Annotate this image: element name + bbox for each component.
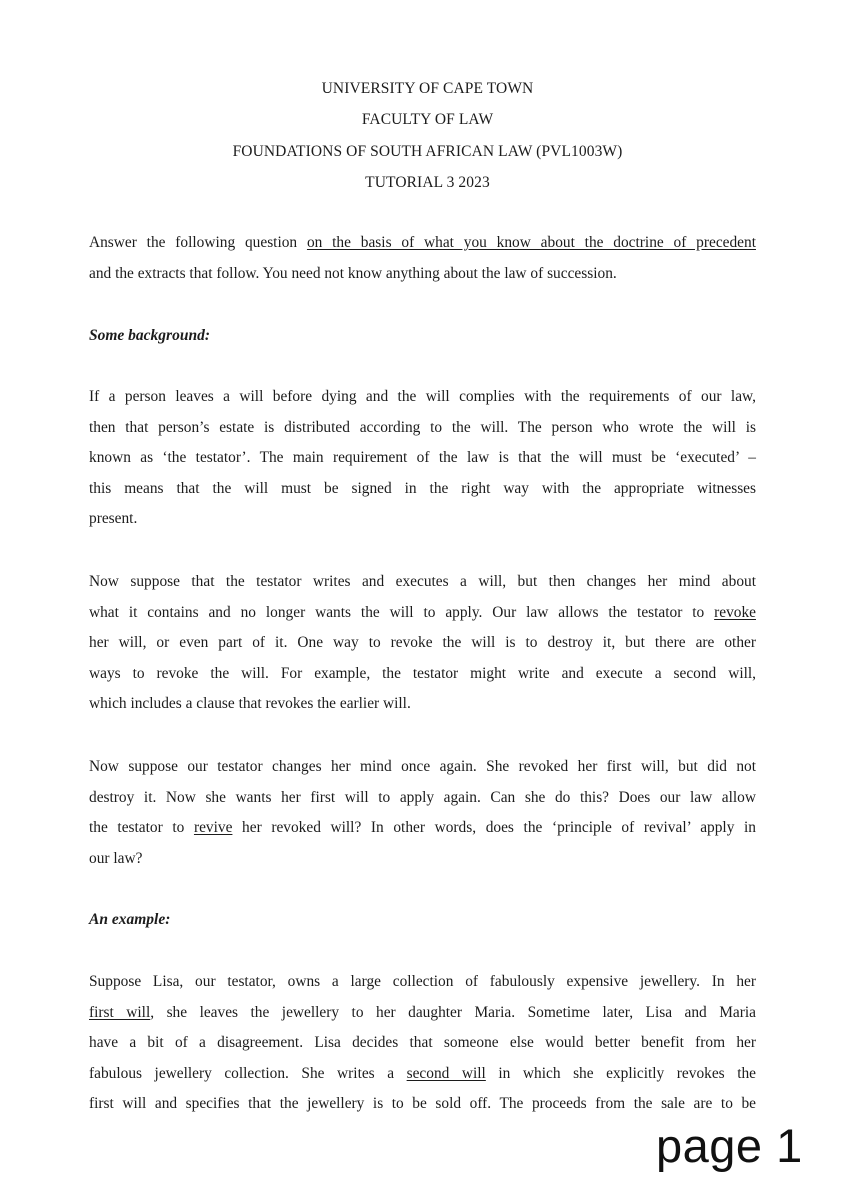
para4-line-4: fabulous jewellery collection. She writes a second will in which she explicitly revokes the xyxy=(89,1064,757,1082)
course-heading: FOUNDATIONS OF SOUTH AFRICAN LAW (PVL1003W) xyxy=(232,143,623,160)
para1-line-4: this means that the will must be signed in the right way with the appropriate witnesses xyxy=(89,479,756,497)
para1-line-1: If a person leaves a will before dying and the will complies with the requirements of our law, xyxy=(89,388,756,405)
university-heading: UNIVERSITY OF CAPE TOWN xyxy=(321,80,534,97)
para4-line-1: Suppose Lisa, our testator, owns a large collection of fabulously expensive jewellery. In her xyxy=(89,973,756,990)
faculty-heading: FACULTY OF LAW xyxy=(361,111,494,128)
para4-line-2: first will, she leaves the jewellery to her daughter Maria. Sometime later, Lisa and Maria xyxy=(89,1003,756,1021)
para2-line-1: Now suppose that the testator writes and executes a will, but then changes her mind about xyxy=(89,573,756,590)
revoke-underline: revoke xyxy=(714,603,756,621)
para3-line-3: the testator to revive her revoked will? In other words, does the ‘principle of revival’ apply in xyxy=(89,819,756,836)
page-number-label: page 1 xyxy=(656,1119,803,1172)
doctrine-underline: on the basis of what you know about the doctrine of precedent xyxy=(306,234,756,251)
intro-line-1: Answer the following question on the basis of what you know about the doctrine of precedent xyxy=(89,234,756,251)
para2-line-3: her will, or even part of it. One way to revoke the will is to destroy it, but there are other xyxy=(89,634,756,651)
tutorial-heading: TUTORIAL 3 2023 xyxy=(365,174,490,191)
para3-line-4: our law? xyxy=(89,849,143,867)
example-paragraph xyxy=(89,967,756,1120)
example-heading: An example: xyxy=(89,911,171,928)
intro-paragraph xyxy=(89,228,756,289)
intro-line-2: and the extracts that follow. You need not know anything about the law of succession. xyxy=(89,264,617,282)
revival-paragraph xyxy=(89,752,756,874)
para3-line-2: destroy it. Now she wants her first will to apply again. Can she do this? Does our law allow xyxy=(89,788,756,806)
para1-line-3: known as ‘the testator’. The main requirement of the law is that the will must be ‘executed’ – xyxy=(89,449,756,466)
para1-line-2: then that person’s estate is distributed according to the will. The person who wrote the will is xyxy=(89,418,756,436)
revocation-paragraph xyxy=(89,567,756,720)
para4-line-5: first will and specifies that the jewellery is to be sold off. The proceeds from the sale are to be xyxy=(89,1095,756,1112)
para4-line-3: have a bit of a disagreement. Lisa decides that someone else would better benefit from her xyxy=(89,1034,756,1051)
para2-line-5: which includes a clause that revokes the earlier will. xyxy=(89,695,411,712)
background-heading: Some background: xyxy=(89,327,210,344)
para2-line-4: ways to revoke the will. For example, the testator might write and execute a second will, xyxy=(89,664,756,682)
para2-line-2: what it contains and no longer wants the will to apply. Our law allows the testator to revoke xyxy=(89,603,756,621)
second-will-underline: second will xyxy=(406,1064,486,1082)
background-paragraph xyxy=(89,382,756,535)
para1-line-5: present. xyxy=(89,510,138,527)
first-will-underline: first will xyxy=(89,1003,151,1021)
para3-line-1: Now suppose our testator changes her mind once again. She revoked her first will, but did not xyxy=(89,758,756,775)
revive-underline: revive xyxy=(193,819,233,836)
